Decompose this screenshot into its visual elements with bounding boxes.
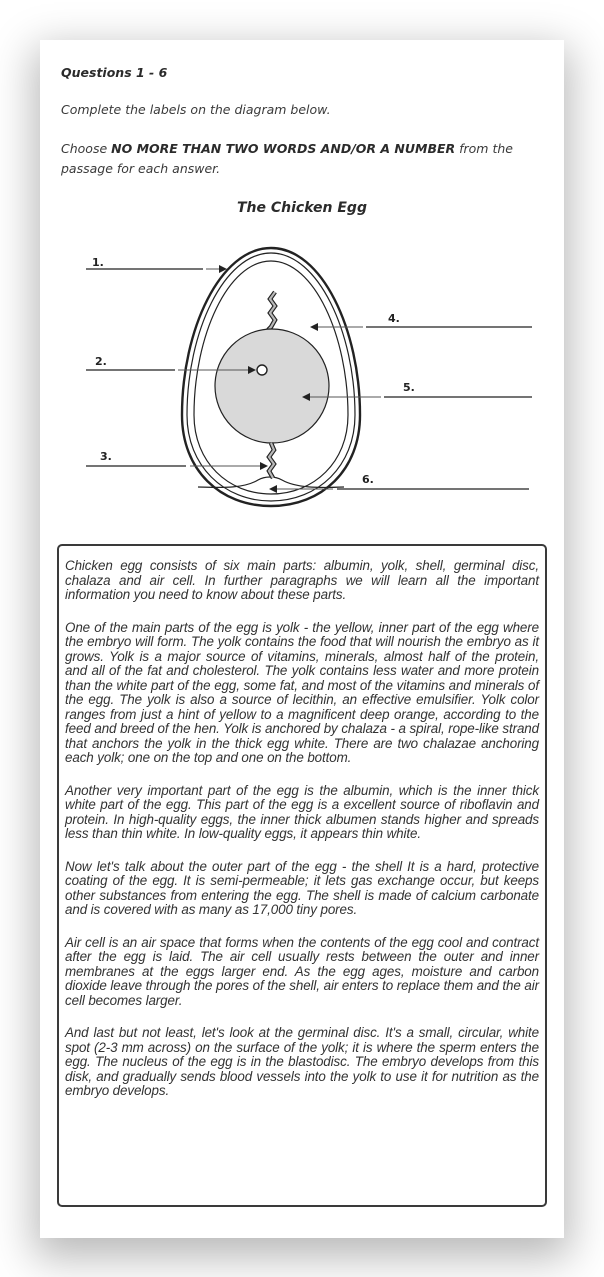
passage-paragraph-air-cell: Air cell is an air space that forms when the contents of the egg cool and contract after the egg is laid. The air cell usually rests between the outer and inner membranes at the eggs larger end. As the egg ages, moisture and carbon dioxide leave through the pores of the shell, air enters to replace them and the air cell becomes larger. [65, 934, 539, 1008]
label-2: 2. [95, 355, 107, 368]
reading-passage [57, 544, 547, 1207]
passage-paragraph-albumin: Another very important part of the egg is the albumin, which is the inner thick white part of the egg. This part of the egg is a excellent source of riboflavin and protein. In high-quality eggs, the inner thick albumen stands higher and spreads less than thin white. In low-quality eggs, it appears thin white. [65, 782, 539, 841]
label-5: 5. [403, 381, 415, 394]
yolk [215, 329, 329, 443]
passage-paragraph-shell: Now let's talk about the outer part of the egg - the shell It is a hard, protective coating of the egg. It is semi-permeable; it lets gas exchange occur, but keeps other substances from entering the egg. The shell is made of calcium carbonate and is covered with as many as 17,000 tiny pores. [65, 858, 539, 917]
label-3: 3. [100, 450, 112, 463]
label-6: 6. [362, 473, 374, 486]
label-4: 4. [388, 312, 400, 325]
germinal-disc [257, 365, 267, 375]
instruction-word-limit-emphasis: NO MORE THAN TWO WORDS AND/OR A NUMBER [111, 141, 456, 156]
questions-title: Questions 1 - 6 [61, 65, 168, 80]
passage-paragraph-intro: Chicken egg consists of six main parts: albumin, yolk, shell, germinal disc, chalaza and air cell. In further paragraphs we will learn all the important information you need to know about these parts. [65, 558, 539, 602]
instruction-complete-labels: Complete the labels on the diagram below. [61, 102, 331, 117]
egg-diagram [0, 0, 604, 540]
label-1: 1. [92, 256, 104, 269]
passage-paragraph-germinal-disc: And last but not least, let's look at the germinal disc. It's a small, circular, white spot (2-3 mm across) on the surface of the yolk; it is where the sperm enters the egg. The nucleus of the egg is in the blastodisc. The embryo develops from this disk, and gradually sends blood vessels into the yolk to use it for nutrition as the embryo develops. [65, 1025, 539, 1098]
instruction-prefix: Choose [61, 141, 112, 156]
instruction-suffix: from the passage for each answer. [61, 141, 513, 176]
passage-paragraph-yolk: One of the main parts of the egg is yolk - the yellow, inner part of the egg where the embryo will form. The yolk contains the food that will nourish the embryo as it grows. Yolk is a major source of vitamins, minerals, almost half of the protein, and all of the fat and cholesterol. The yolk contains less water and more protein than the white part of the egg, some fat, and most of the vitamins and minerals of the egg. The yolk is also a source of lecithin, an effective emulsifier. Yolk color ranges from just a hint of yellow to a magnificent deep orange, according to the feed and breed of the hen. Yolk is anchored by chalaza - a spiral, rope-like strand that anchors the yolk in the thick egg white. There are two chalazae anchoring each yolk; one on the top and one on the bottom. [65, 619, 539, 765]
diagram-title: The Chicken Egg [237, 200, 367, 216]
